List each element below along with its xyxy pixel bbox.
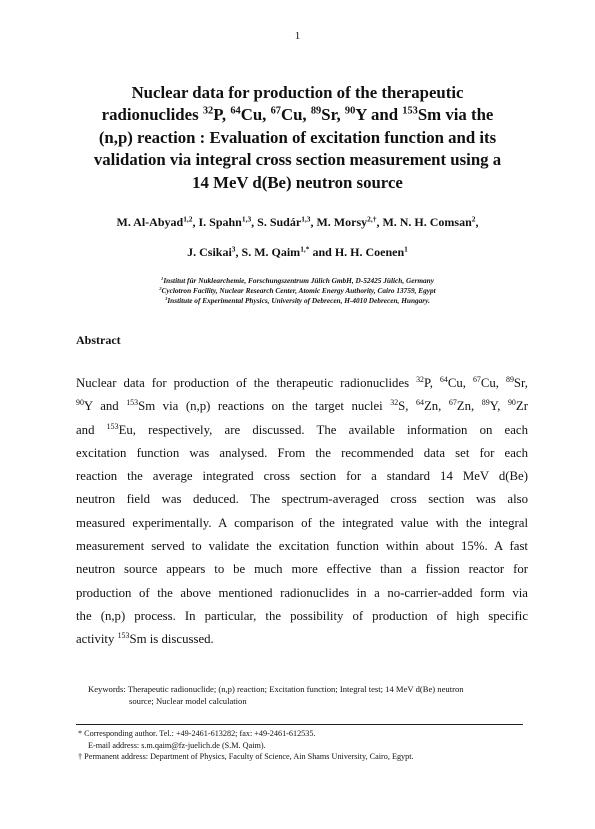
email-note: E-mail address: s.m.qaim@fz-juelich.de (S.M. Qaim).	[88, 740, 266, 750]
author-name: J. Csikai	[187, 245, 232, 259]
author-name: M. Al-Abyad	[116, 215, 184, 229]
abstract-text	[76, 372, 528, 652]
title-line: validation via integral cross section measurement using a	[93, 150, 502, 170]
permanent-address-note: † Permanent address: Department of Physics, Faculty of Science, Ain Shams University, Cairo, Egypt.	[78, 752, 414, 761]
affiliation: $^2$Cyclotron Facility, Nuclear Research Center, Atomic Energy Authority, Cairo 13759, Egypt	[159, 286, 436, 295]
abstract-line: production of the above mentioned radionuclides in a no-carrier-added form via	[76, 585, 528, 600]
abstract-line: neutron field was deduced. The spectrum-averaged cross section was also	[76, 492, 528, 507]
abstract-line: activity $^{153}$Sm is discussed.	[76, 631, 214, 647]
author-name: , S. M. Qaim	[235, 245, 301, 259]
page-number: 1	[294, 30, 301, 42]
author-name: , I. Spahn	[192, 215, 242, 229]
title-line: 14 MeV d(Be) neutron source	[192, 172, 403, 192]
corresponding-author-note: * Corresponding author. Tel.: +49-2461-613282; fax: +49-2461-612535.	[78, 729, 316, 738]
footnotes	[78, 728, 528, 763]
paper-title	[50, 82, 545, 194]
keywords-line: source; Nuclear model calculation	[129, 695, 247, 706]
affiliation: $^3$Institute of Experimental Physics, University of Debrecen, H-4010 Debrecen, Hungary.	[165, 296, 430, 305]
abstract-line: and $^{153}$Eu, respectively, are discussed. The available information on each	[76, 421, 528, 437]
abstract-line: the (n,p) process. In particular, the possibility of production of high specific	[76, 608, 528, 623]
author-name: and H. H. Coenen	[309, 245, 405, 259]
author-list	[40, 207, 555, 267]
abstract-line: neutron source appears to be much more effective than a fission reactor for	[76, 562, 528, 577]
affiliation-list	[60, 276, 535, 306]
keywords	[88, 684, 518, 707]
title-line: radionuclides $^{32}$P, $^{64}$Cu, $^{67}$Cu, $^{89}$Sr, $^{90}$Y and $^{153}$Sm via the	[101, 105, 494, 125]
author-name: , M. Morsy	[310, 215, 368, 229]
title-line: (n,p) reaction : Evaluation of excitation function and its	[98, 127, 497, 147]
abstract-line: reaction the average integrated cross section for a standard 14 MeV d(Be)	[76, 469, 528, 484]
abstract-heading: Abstract	[76, 333, 121, 347]
abstract-line: Nuclear data for production of the therapeutic radionuclides $^{32}$P, $^{64}$Cu, $^{67}$Cu, $^{89}$Sr,	[76, 375, 528, 390]
abstract-line: excitation function was analysed. From the recommended data set for each	[76, 445, 528, 460]
abstract-line: $^{90}$Y and $^{153}$Sm via (n,p) reactions on the target nuclei $^{32}$S, $^{64}$Zn, $^{67}$Zn, $^{89}$Y, $^{90}$Zr	[76, 398, 528, 414]
abstract-line: measurement served to validate the excitation function within about 15%. A fast	[76, 539, 528, 554]
abstract-line: measured experimentally. A comparison of the integrated value with the integral	[76, 515, 528, 530]
keywords-line: Keywords: Therapeutic radionuclide; (n,p) reaction; Excitation function; Integral test; 14 MeV d(Be) neutron	[88, 684, 464, 694]
author-name: , S. Sudár	[251, 215, 302, 229]
author-line: J. Csikai$^3$, S. M. Qaim$^{1,*}$ and H. H. Coenen$^1$	[187, 244, 408, 259]
author-line: M. Al-Abyad$^{1,2}$, I. Spahn$^{1,3}$, S. Sudár$^{1,3}$, M. Morsy$^{2,\dagger}$, M. N. H. Comsan$^2$,	[116, 214, 479, 229]
author-name: , M. N. H. Comsan	[376, 215, 472, 229]
title-line: Nuclear data for production of the therapeutic	[131, 83, 464, 102]
footnote-divider	[76, 724, 523, 725]
affiliation: $^1$Institut für Nuklearchemie, Forschungszentrum Jülich GmbH, D-52425 Jülich, Germany	[161, 276, 434, 285]
